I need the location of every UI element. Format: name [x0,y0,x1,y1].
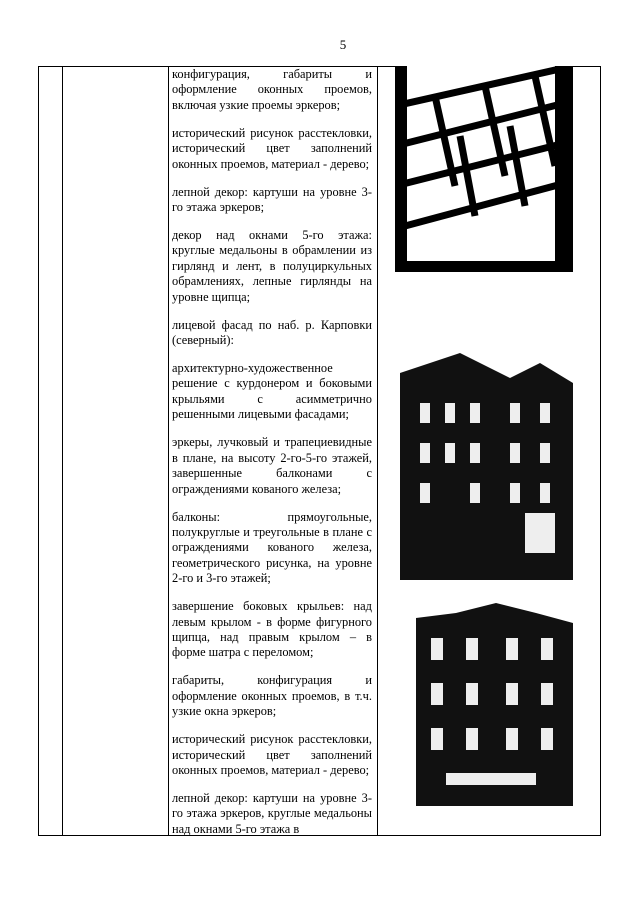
paragraph: лепной декор: картуши на уровне 3-го этажа эркеров, круглые медальоны над окнами 5-го этажа в [172,790,372,836]
paragraph: декор над окнами 5-го этажа: круглые медальоны в обрамлении из гирлянд и лент, в полуциркульных обрамлениях, лепные гирлянды на уровне щипца; [172,228,372,304]
paragraph: завершение боковых крыльев: над левым крылом - в форме фигурного щипца, над правым крылом – в форме шатра с переломом; [172,599,372,660]
table-border [38,66,39,836]
paragraph: исторический рисунок расстекловки, исторический цвет заполнений оконных проемов, материал - дерево; [172,732,372,777]
paragraph: лицевой фасад по наб. р. Карповки (северный): [172,317,372,348]
paragraph: эркеры, лучковый и трапециевидные в плане, на высоту 2-го-5-го этажей, завершенные балконами с ограждениями кованого железа; [172,435,372,496]
table-border [168,66,169,836]
paragraph: балконы: прямоугольные, полукруглые и треугольные в плане с ограждениями кованого железа, геометрического рисунка, на уровне 2-го и 3-го этажей; [172,509,372,586]
page-number: 5 [339,37,347,52]
table-border [62,66,63,836]
table-border [377,66,378,836]
protected-elements-text [172,67,372,850]
paragraph: архитектурно-художественное решение с курдонером и боковыми крыльями с асимметрично решенными лицевыми фасадами; [172,361,372,422]
table-border [600,66,601,836]
photo-window-detail [395,66,573,272]
photo-facade-courtyard [400,343,573,580]
paragraph: габариты, конфигурация и оформление оконных проемов, в т.ч. узкие окна эркеров; [172,673,372,719]
paragraph: лепной декор: картуши на уровне 3-го этажа эркеров; [172,184,372,215]
paragraph: конфигурация, габариты и оформление оконных проемов, включая узкие проемы эркеров; [172,67,372,112]
photo-facade-embankment [416,598,573,806]
paragraph: исторический рисунок расстекловки, исторический цвет заполнений оконных проемов, материал - дерево; [172,125,372,171]
